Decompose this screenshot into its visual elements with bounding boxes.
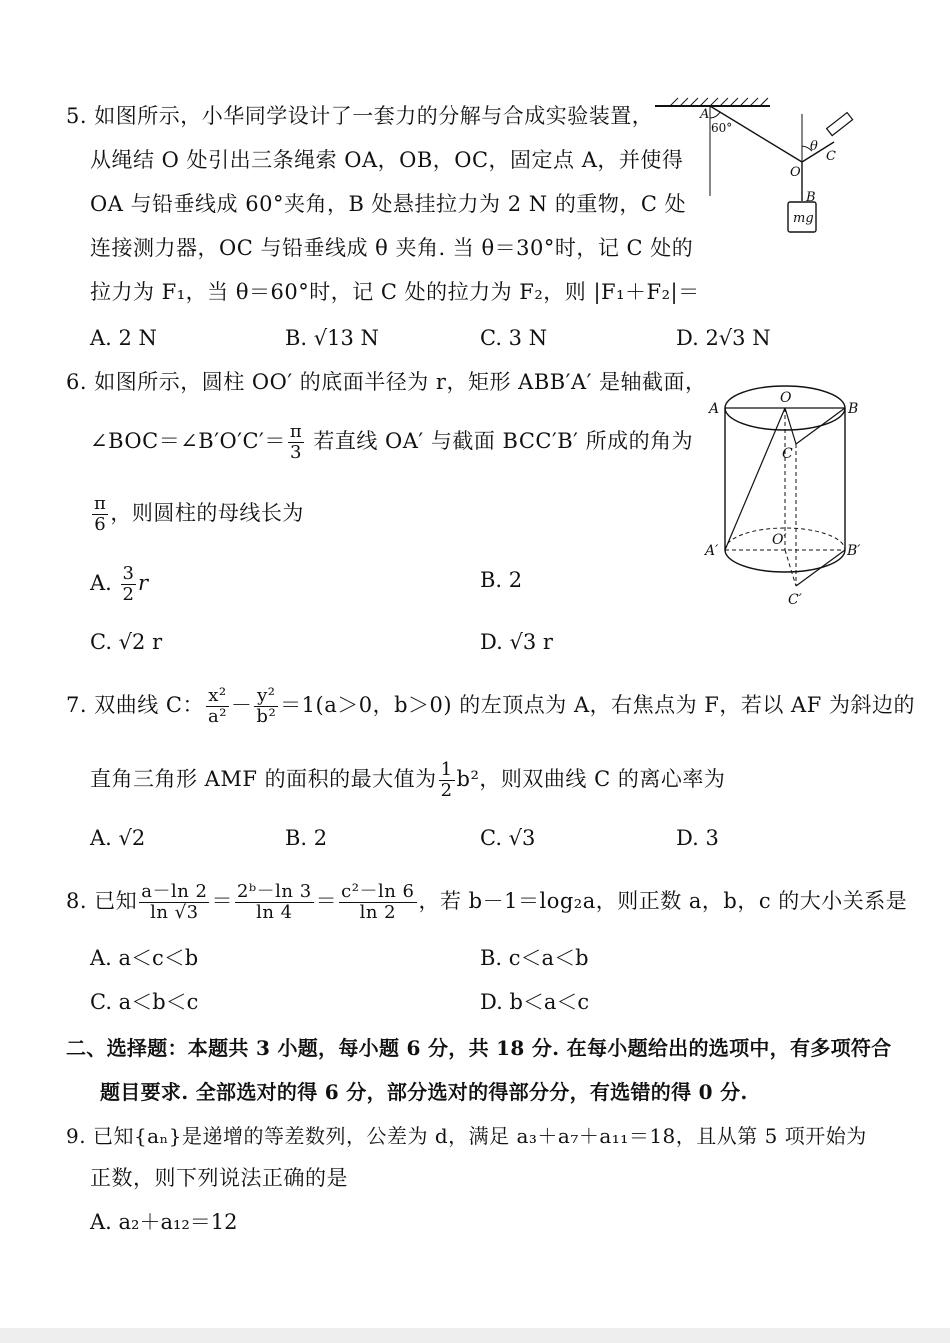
q5-line-2: 从绳结 O 处引出三条绳索 OA，OB，OC，固定点 A，并使得 <box>90 148 684 172</box>
q6-option-a-r: r <box>137 571 149 595</box>
cyl-label-a-prime: A′ <box>705 543 719 559</box>
q8-option-c: C. a＜b＜c <box>90 990 199 1014</box>
fig-label-o: O <box>790 165 801 180</box>
q7-frac-y-num: y² <box>254 686 278 707</box>
cyl-label-b: B <box>848 401 859 417</box>
cyl-label-c-prime: C′ <box>788 592 802 608</box>
q7-line-1-suffix: ＝1(a＞0，b＞0) 的左顶点为 A，右焦点为 F，若以 AF 为斜边的 <box>280 693 915 717</box>
q7-line-2 <box>90 760 725 801</box>
q7-frac-x-num: x² <box>206 686 229 707</box>
q6-line-2-prefix: ∠BOC＝∠B′O′C′＝ <box>90 429 286 453</box>
q6-line-3 <box>90 494 304 535</box>
q6-frac-num: π <box>289 421 303 442</box>
q8-eq-1: ＝ <box>211 889 233 913</box>
q6-pi-over-3 <box>288 422 304 463</box>
q5-option-a: A. 2 N <box>90 326 157 350</box>
q9-option-a: A. a₂＋a₁₂＝12 <box>90 1210 238 1234</box>
page-bottom-edge <box>0 1328 950 1343</box>
q7-frac-x <box>206 686 229 727</box>
fig-label-c: C <box>826 149 836 164</box>
cyl-label-c: C <box>782 446 793 462</box>
q7-half-den: 2 <box>440 780 453 801</box>
q8-frac-1-num: a－ln 2 <box>141 881 208 902</box>
cyl-label-o-prime: O′ <box>772 532 787 548</box>
q7-minus: － <box>230 693 253 717</box>
q6-line-2 <box>90 422 693 463</box>
q5-option-b: B. √13 N <box>285 326 379 350</box>
q6-option-a-prefix: A. <box>90 571 119 595</box>
q6-frac-den: 3 <box>290 442 302 463</box>
q6-option-d: D. √3 r <box>480 630 553 654</box>
q7-option-d: D. 3 <box>676 826 719 850</box>
q8-frac-3 <box>339 882 416 923</box>
cyl-label-o: O <box>780 390 792 406</box>
q6-line-1: 6. 如图所示，圆柱 OO′ 的底面半径为 r，矩形 ABB′A′ 是轴截面， <box>66 370 707 394</box>
q8-line-1 <box>66 882 907 923</box>
q8-frac-2-num: 2ᵇ－ln 3 <box>236 881 312 902</box>
fig-label-b: B <box>806 190 816 205</box>
q8-prefix: 8. 已知 <box>66 889 138 913</box>
cylinder-figure <box>700 378 870 610</box>
q8-eq-2: ＝ <box>315 889 338 913</box>
q7-option-a: A. √2 <box>90 826 146 850</box>
q7-line-1 <box>66 686 915 727</box>
q6-frac2-den: 6 <box>94 514 107 535</box>
q8-suffix: ，若 b－1＝log₂a，则正数 a，b，c 的大小关系是 <box>418 889 908 913</box>
fig-label-mg: mg <box>793 211 814 226</box>
q9-line-2: 正数，则下列说法正确的是 <box>90 1166 348 1190</box>
q6-frac2-num: π <box>94 493 107 514</box>
q7-prefix: 7. 双曲线 C： <box>66 693 204 717</box>
q7-frac-x-den: a² <box>207 706 227 727</box>
q5-line-3: OA 与铅垂线成 60°夹角，B 处悬挂拉力为 2 N 的重物，C 处 <box>90 192 687 216</box>
q6-option-b: B. 2 <box>480 568 523 592</box>
q8-option-b: B. c＜a＜b <box>480 946 589 970</box>
q6-pi-over-6 <box>92 494 108 535</box>
q8-frac-3-den: ln 2 <box>359 902 397 923</box>
q7-half-num: 1 <box>440 759 453 780</box>
q5-option-d: D. 2√3 N <box>676 326 771 350</box>
q8-option-a: A. a＜c＜b <box>90 946 199 970</box>
section-2-line-1: 二、选择题：本题共 3 小题，每小题 6 分，共 18 分. 在每小题给出的选项中，有多项符合 <box>66 1036 892 1060</box>
fig-label-theta: θ <box>810 139 818 154</box>
fig-label-a: A <box>700 107 710 122</box>
cyl-label-b-prime: B′ <box>847 543 861 559</box>
q8-frac-2-den: ln 4 <box>256 902 293 923</box>
q8-frac-1 <box>139 882 209 923</box>
q7-line-2-suffix: b²，则双曲线 C 的离心率为 <box>456 767 726 791</box>
q6-option-a-frac <box>121 564 136 605</box>
fig-label-60: 60° <box>711 121 733 135</box>
q5-line-4: 连接测力器，OC 与铅垂线成 θ 夹角. 当 θ＝30°时，记 C 处的 <box>90 236 694 260</box>
q7-frac-half <box>439 760 455 801</box>
q6-line-2-suffix: 若直线 OA′ 与截面 BCC′B′ 所成的角为 <box>306 429 694 453</box>
q8-frac-1-den: ln √3 <box>150 902 199 923</box>
q9-line-1: 9. 已知{aₙ}是递增的等差数列，公差为 d，满足 a₃＋a₇＋a₁₁＝18，且从第 5 项开始为 <box>66 1124 867 1148</box>
q6-line-3-suffix: ，则圆柱的母线长为 <box>110 501 304 525</box>
q7-frac-y-den: b² <box>256 706 277 727</box>
q8-frac-2 <box>235 882 314 923</box>
force-apparatus-figure <box>650 96 865 246</box>
q8-frac-3-num: c²－ln 6 <box>341 881 415 902</box>
q6-option-c: C. √2 r <box>90 630 163 654</box>
q7-frac-y <box>254 686 278 727</box>
q5-option-c: C. 3 N <box>480 326 548 350</box>
q5-line-1: 5. 如图所示，小华同学设计了一套力的分解与合成实验装置， <box>66 104 654 128</box>
q7-line-2-prefix: 直角三角形 AMF 的面积的最大值为 <box>90 767 437 791</box>
section-2-line-2: 题目要求. 全部选对的得 6 分，部分选对的得部分分，有选错的得 0 分. <box>100 1080 748 1104</box>
q8-option-d: D. b＜a＜c <box>480 990 590 1014</box>
q6-option-a <box>90 564 148 605</box>
cyl-label-a: A <box>709 401 720 417</box>
q6-opt-a-num: 3 <box>122 563 134 584</box>
q7-option-c: C. √3 <box>480 826 536 850</box>
q7-option-b: B. 2 <box>285 826 328 850</box>
q5-line-5: 拉力为 F₁，当 θ＝60°时，记 C 处的拉力为 F₂，则 |F₁＋F₂|＝ <box>90 280 700 304</box>
q6-opt-a-den: 2 <box>122 584 134 605</box>
